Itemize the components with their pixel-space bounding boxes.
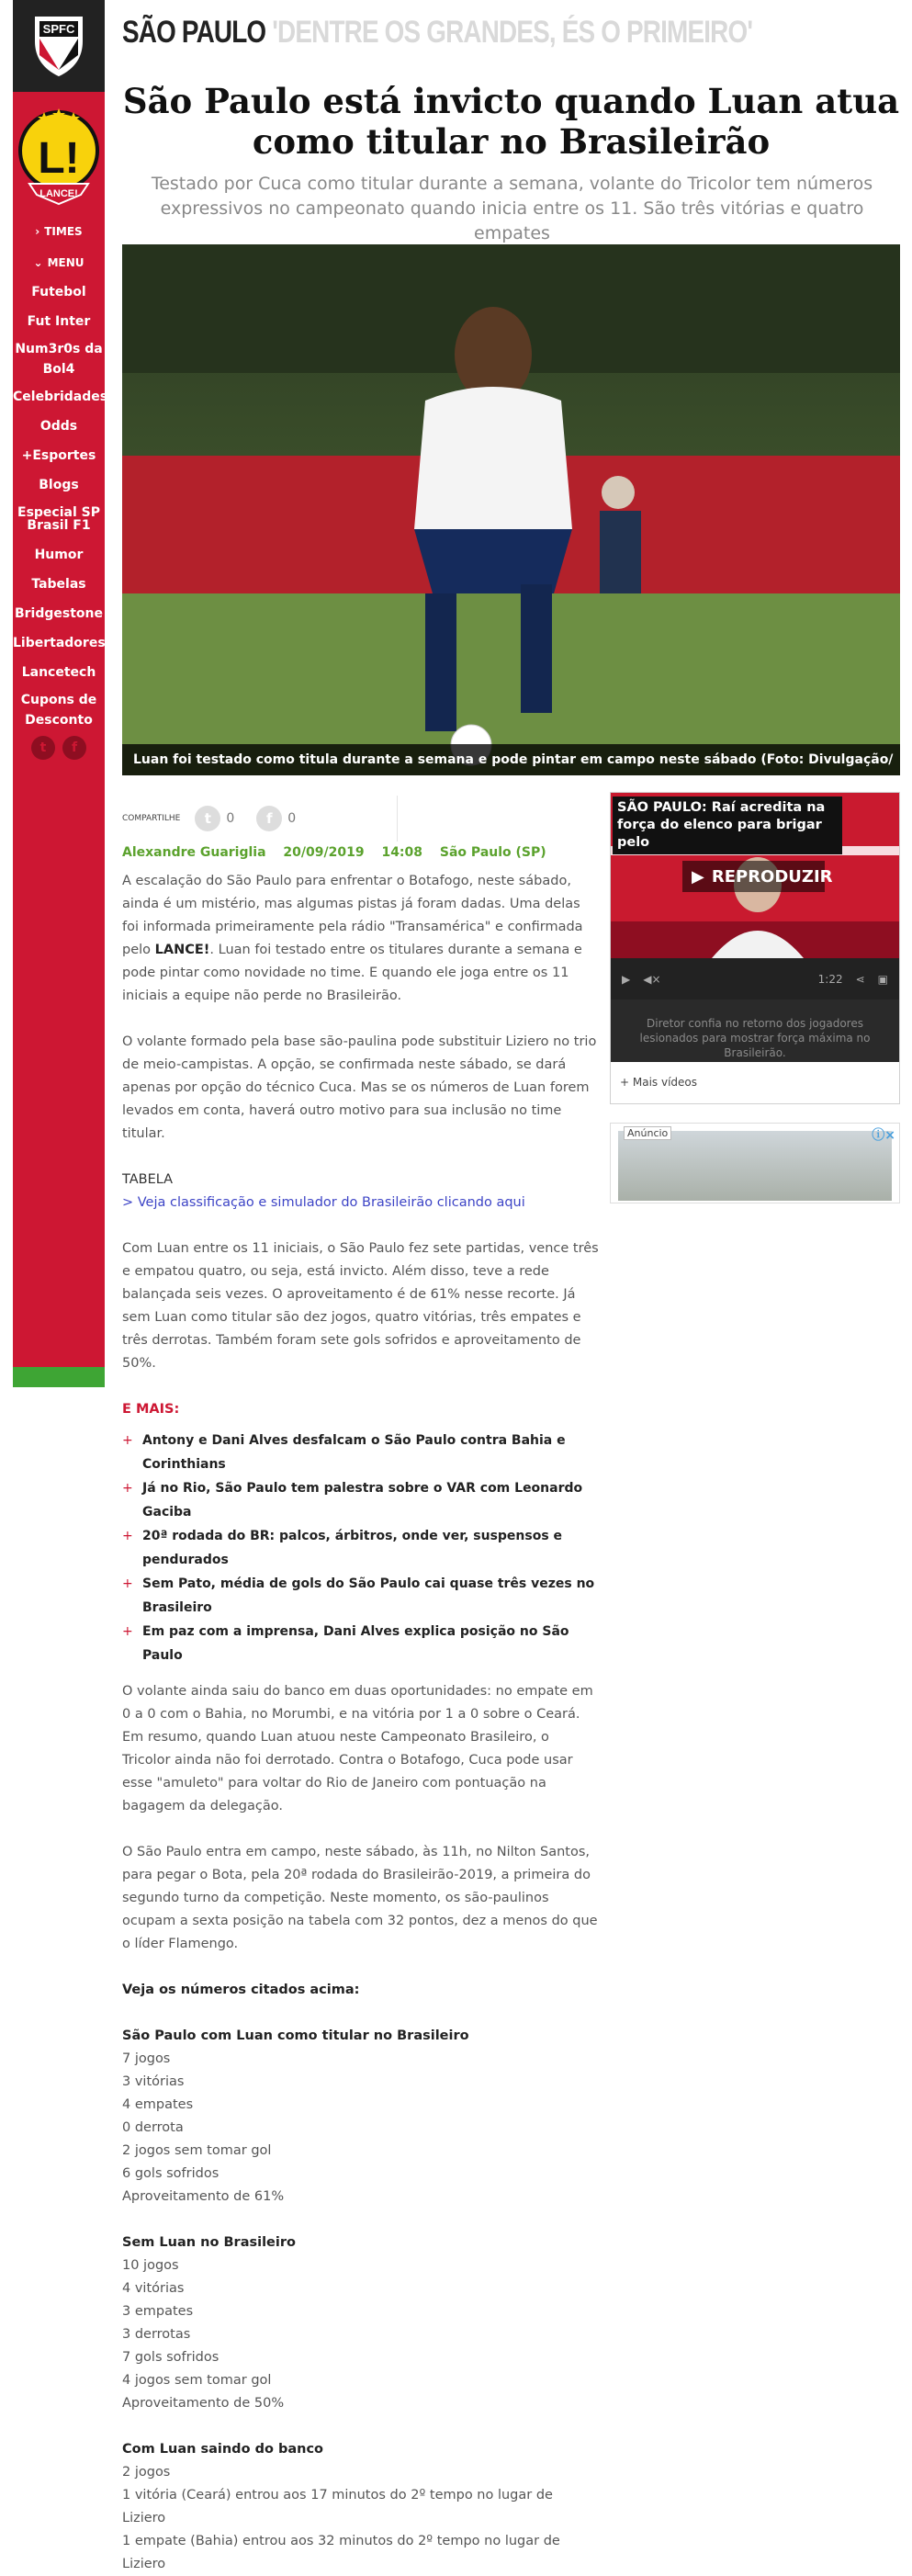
stat-line: 6 gols sofridos	[122, 2166, 220, 2181]
sidebar-item-numeros-da-bola[interactable]: Num3r0s da Bol4	[15, 342, 103, 377]
article-title: São Paulo está invicto quando Luan atua como titular no Brasileirão	[122, 81, 900, 162]
sidebar-item-especial-sp[interactable]: Especial SP	[17, 505, 100, 520]
play-label: REPRODUZIR	[711, 866, 833, 887]
publish-time: 14:08	[381, 845, 423, 860]
sidebar-item-libertadores[interactable]: Libertadores	[13, 636, 106, 650]
sidebar-item-celebridades[interactable]: Celebridades	[13, 390, 108, 404]
related-link[interactable]: + Antony e Dani Alves desfalcam o São Paulo contra Bahia e Corinthians	[122, 1429, 600, 1476]
sidebar-item-blogs[interactable]: Blogs	[39, 478, 79, 492]
paragraph-1-text-end: . Luan foi testado entre os titulares durante a semana e pode pintar como novidade no time. E quando ele joga entre os 11 iniciais a equipe não perde no Brasileirão.	[122, 943, 582, 1003]
share-icon[interactable]: ⋖	[855, 972, 865, 986]
lance-logo-name: LANCE!	[39, 187, 78, 199]
ad-label: Anúncio	[624, 1126, 671, 1140]
sidebar-item-tabelas[interactable]: Tabelas	[31, 577, 86, 592]
twitter-share-count: 0	[226, 811, 235, 826]
twitter-icon[interactable]: t	[31, 736, 55, 760]
stats-title: São Paulo com Luan como titular no Brasileiro	[122, 2028, 469, 2043]
times-toggle[interactable]	[13, 216, 105, 247]
paragraph-5: O São Paulo entra em campo, neste sábado, às 11h, no Nilton Santos, para pegar o Bota, pela 20ª rodada do Brasileirão-2019, a primeira do segundo turno da competição. Neste momento, os são-paulinos ocupam a sexta posição na tabela com 32 pontos, dez a menos do que o líder Flamengo.	[122, 1845, 598, 1951]
lance-logo-icon	[17, 99, 101, 209]
stats-title: Sem Luan no Brasileiro	[122, 2235, 296, 2250]
facebook-share-count: 0	[287, 811, 297, 826]
stat-line: 2 jogos	[122, 2465, 171, 2480]
article-subtitle: Testado por Cuca como titular durante a semana, volante do Tricolor tem números expressivos no campeonato quando inicia entre os 11. São três vitórias e quatro empates	[151, 174, 873, 243]
sidebar-item-brasil-f1[interactable]: Brasil F1	[27, 518, 91, 533]
article-photo	[122, 244, 900, 798]
sidebar-item-humor[interactable]: Humor	[34, 548, 84, 562]
related-link[interactable]: + Em paz com a imprensa, Dani Alves explica posição no São Paulo	[122, 1620, 600, 1667]
publish-date: 20/09/2019	[283, 845, 365, 860]
play-icon: ▶	[692, 866, 704, 887]
team-badge-text: SPFC	[42, 22, 75, 36]
section-name[interactable]: SÃO PAULO	[122, 15, 266, 50]
ad-image[interactable]	[618, 1131, 892, 1201]
ad-banner[interactable]	[610, 1123, 900, 1203]
table-heading: TABELA	[122, 1172, 174, 1187]
stat-line: 1 empate (Bahia) entrou aos 32 minutos do 2º tempo no lugar de Liziero	[122, 2534, 560, 2571]
play-small-icon[interactable]: ▶	[622, 972, 631, 986]
chevron-right-icon: ›	[35, 225, 40, 238]
video-description: Diretor confia no retorno dos jogadores lesionados para mostrar força máxima no Brasileirão.	[611, 1000, 899, 1062]
more-videos-link[interactable]: + Mais vídeos	[620, 1076, 698, 1089]
table-link[interactable]: > Veja classificação e simulador do Brasileirão clicando aqui	[122, 1195, 525, 1210]
stat-line: 4 vitórias	[122, 2281, 185, 2296]
fullscreen-icon[interactable]: ▣	[877, 972, 888, 986]
twitter-icon: t	[195, 806, 220, 831]
sidebar-item-bridgestone[interactable]: Bridgestone	[14, 606, 104, 621]
stat-line: 0 derrota	[122, 2120, 184, 2135]
sidebar	[13, 0, 108, 1387]
facebook-icon[interactable]: f	[62, 736, 86, 760]
mute-icon[interactable]: ◀×	[643, 972, 661, 986]
author[interactable]: Alexandre Guariglia	[122, 845, 266, 860]
related-links	[122, 1429, 600, 1667]
article-body	[122, 870, 600, 2576]
chevron-down-icon: ⌄	[33, 256, 43, 269]
video-player[interactable]	[611, 793, 899, 958]
player-photo-illustration	[122, 244, 900, 775]
sidebar-item-mais-esportes[interactable]: +Esportes	[21, 448, 96, 463]
share-label: COMPARTILHE	[122, 814, 181, 823]
stat-line: 2 jogos sem tomar gol	[122, 2143, 272, 2158]
lance-logo[interactable]	[13, 92, 105, 216]
emais-label: E MAIS:	[122, 1402, 180, 1417]
video-controls	[611, 958, 899, 1000]
paragraph-2: O volante formado pela base são-paulina pode substituir Liziero no trio de meio-campistas. A opção, se confirmada neste sábado, se dará apenas por opção do técnico Cuca. Mas se os números de Luan forem levados em conta, haverá outro motivo para sua inclusão no time titular.	[122, 1034, 597, 1141]
sidebar-footer-bar	[13, 1367, 105, 1387]
stat-line: 4 jogos sem tomar gol	[122, 2373, 272, 2388]
facebook-icon: f	[256, 806, 282, 831]
article-byline	[122, 845, 559, 860]
video-duration: 1:22	[817, 972, 843, 986]
related-link[interactable]: + Já no Rio, São Paulo tem palestra sobre o VAR com Leonardo Gaciba	[122, 1476, 600, 1524]
stat-line: 4 empates	[122, 2097, 194, 2112]
twitter-share-button[interactable]	[195, 806, 234, 831]
paragraph-1	[122, 870, 600, 1008]
video-title: SÃO PAULO: Raí acredita na força do elenco para brigar pelo	[613, 797, 842, 854]
video-widget	[610, 792, 900, 1104]
stats-block-bench	[122, 2438, 600, 2576]
sidebar-item-fut-inter[interactable]: Fut Inter	[27, 314, 91, 329]
stats-block-with-luan	[122, 2025, 600, 2209]
menu-label: MENU	[47, 256, 84, 269]
facebook-share-button[interactable]	[256, 806, 296, 831]
paragraph-1-text: A escalação do São Paulo para enfrentar o Botafogo, neste sábado, ainda é um mistério, mas algumas pistas já foram dadas. Uma delas foi informada primeiramente pela rádio "Transamérica" e confirmada pelo	[122, 874, 583, 957]
paragraph-3: Com Luan entre os 11 iniciais, o São Paulo fez sete partidas, vence três e empatou quatro, ou seja, está invicto. Além disso, teve a rede balançada seis vezes. O aproveitamento é de 61% nesse recorte. Já sem Luan como titular são dez jogos, quatro vitórias, três empates e três derrotas. Também foram sete gols sofridos e aproveitamento de 50%.	[122, 1241, 599, 1371]
stat-line: Aproveitamento de 61%	[122, 2189, 285, 2204]
numbers-heading: Veja os números citados acima:	[122, 1983, 360, 1997]
menu-toggle[interactable]	[13, 247, 105, 278]
sidebar-item-lancetech[interactable]: Lancetech	[21, 665, 96, 680]
sidebar-socials	[13, 736, 105, 760]
lance-logo-letter: L!	[38, 133, 80, 183]
stats-block-without-luan	[122, 2231, 600, 2415]
section-title	[122, 15, 752, 51]
section-motto: 'DENTRE OS GRANDES, ÉS O PRIMEIRO'	[272, 15, 753, 50]
sidebar-item-cupons[interactable]: Cupons de Desconto	[20, 693, 97, 728]
share-bar	[122, 796, 398, 842]
ad-close-icon[interactable]: ⓘ×	[872, 1128, 895, 1143]
sidebar-menu	[13, 278, 108, 730]
times-label: TIMES	[44, 225, 83, 238]
lance-mention: LANCE!	[154, 943, 210, 957]
play-button[interactable]	[682, 861, 833, 892]
spfc-shield-icon	[32, 14, 85, 78]
team-badge[interactable]	[13, 0, 105, 92]
stat-line: 3 derrotas	[122, 2327, 191, 2342]
sidebar-item-futebol[interactable]: Futebol	[31, 285, 86, 299]
paragraph-4: O volante ainda saiu do banco em duas oportunidades: no empate em 0 a 0 com o Bahia, no Morumbi, e na vitória por 1 a 0 sobre o Ceará. Em resumo, quando Luan atuou neste Campeonato Brasileiro, o Tricolor ainda não foi derrotado. Contra o Botafogo, Cuca pode usar esse "amuleto" para voltar do Rio de Janeiro com pontuação na bagagem da delegação.	[122, 1684, 593, 1813]
stat-line: 10 jogos	[122, 2258, 179, 2273]
stat-line: 7 jogos	[122, 2051, 171, 2066]
stat-line: 7 gols sofridos	[122, 2350, 220, 2365]
stat-line: 3 vitórias	[122, 2074, 185, 2089]
photo-caption: Luan foi testado como titula durante a semana e pode pintar em campo neste sábado (Foto: Divulgação/ São Paulo)	[122, 744, 900, 775]
stat-line: Aproveitamento de 50%	[122, 2396, 285, 2411]
related-link[interactable]: + Sem Pato, média de gols do São Paulo cai quase três vezes no Brasileiro	[122, 1572, 600, 1620]
stats-title: Com Luan saindo do banco	[122, 2442, 324, 2457]
sidebar-item-odds[interactable]: Odds	[39, 419, 78, 434]
related-link[interactable]: + 20ª rodada do BR: palcos, árbitros, onde ver, suspensos e pendurados	[122, 1524, 600, 1572]
stat-line: 3 empates	[122, 2304, 194, 2319]
stat-line: 1 vitória (Ceará) entrou aos 17 minutos do 2º tempo no lugar de Liziero	[122, 2488, 553, 2525]
location: São Paulo (SP)	[439, 845, 546, 860]
